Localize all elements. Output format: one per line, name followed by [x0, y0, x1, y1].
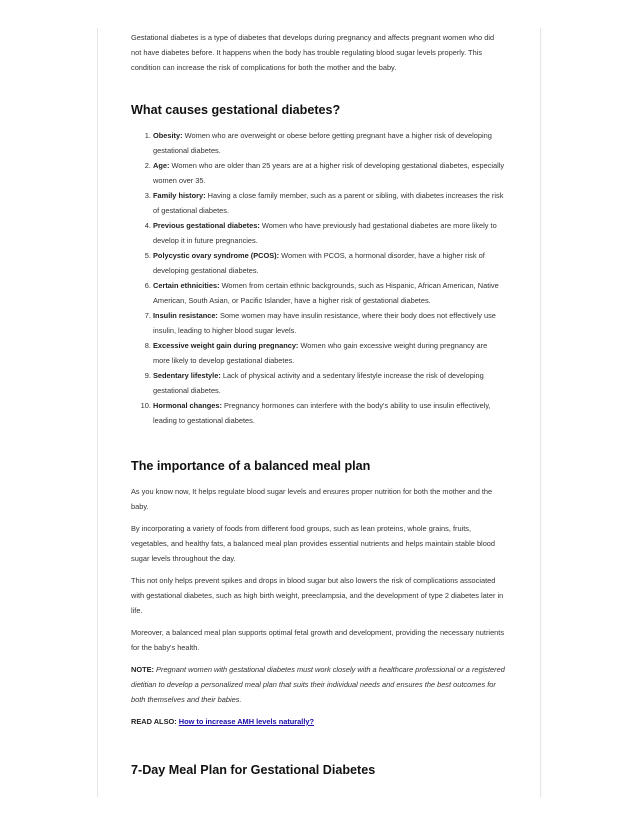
list-item-term: Excessive weight gain during pregnancy:	[153, 341, 299, 350]
meal-plan-paragraph: Moreover, a balanced meal plan supports optimal fetal growth and development, providing the necessary nutrients for the baby's health.	[131, 628, 505, 652]
page-edge-right	[540, 28, 541, 797]
meal-plan-paragraph: This not only helps prevent spikes and drops in blood sugar but also lowers the risk of complications associated with gestational diabetes, such as high birth weight, preeclampsia, and the development of type 2 diabetes later in life.	[131, 576, 504, 615]
list-item	[153, 278, 506, 308]
page-edge-left	[97, 28, 98, 797]
list-item-text: Women who have previously had gestational diabetes are more likely to develop it in future pregnancies.	[153, 221, 497, 245]
meal-plan-paragraph: By incorporating a variety of foods from different food groups, such as lean proteins, whole grains, fruits, vegetables, and healthy fats, a balanced meal plan provides essential nutrients and helps maintain stable blood sugar levels throughout the day.	[131, 524, 496, 563]
read-also-label: READ ALSO:	[131, 717, 179, 726]
list-item	[153, 368, 506, 398]
note-label: NOTE:	[131, 665, 154, 674]
list-item	[153, 308, 506, 338]
list-item-term: Certain ethnicities:	[153, 281, 220, 290]
intro-paragraph: Gestational diabetes is a type of diabetes that develops during pregnancy and affects pregnant women who did not have diabetes before. It happens when the body has trouble regulating blood sugar levels properly. This condition can increase the risk of complications for both the mother and the baby.	[131, 33, 495, 72]
list-item	[153, 248, 506, 278]
list-item-text: Women with PCOS, a hormonal disorder, have a higher risk of developing gestational diabetes.	[153, 251, 485, 275]
read-also-link[interactable]: How to increase AMH levels naturally?	[178, 717, 315, 726]
list-item-text: Women who are older than 25 years are at a higher risk of developing gestational diabetes, especially women over 35.	[153, 161, 505, 185]
list-item-term: Sedentary lifestyle:	[153, 371, 221, 380]
causes-list	[131, 128, 506, 428]
list-item	[153, 128, 506, 158]
list-item	[153, 338, 506, 368]
list-item	[153, 398, 506, 428]
list-item-text: Women who are overweight or obese before getting pregnant have a higher risk of developing gestational diabetes.	[153, 131, 492, 155]
list-item-term: Family history:	[153, 191, 206, 200]
list-item	[153, 188, 506, 218]
note-paragraph	[131, 662, 506, 707]
list-item-term: Polycystic ovary syndrome (PCOS):	[153, 251, 280, 260]
meal-plan-paragraph: As you know now, It helps regulate blood sugar levels and ensures proper nutrition for both the mother and the baby.	[131, 487, 493, 511]
list-item-term: Age:	[153, 161, 170, 170]
article-content	[131, 30, 506, 778]
list-item	[153, 218, 506, 248]
read-also	[131, 714, 506, 729]
list-item-text: Lack of physical activity and a sedentary lifestyle increase the risk of developing gestational diabetes.	[153, 371, 484, 395]
list-item-term: Obesity:	[153, 131, 183, 140]
list-item-term: Previous gestational diabetes:	[153, 221, 260, 230]
list-item-text: Women who gain excessive weight during pregnancy are more likely to develop gestational diabetes.	[153, 341, 488, 365]
seven-day-heading: 7-Day Meal Plan for Gestational Diabetes	[131, 763, 376, 777]
list-item-text: Pregnancy hormones can interfere with the body's ability to use insulin effectively, leading to gestational diabetes.	[153, 401, 491, 425]
list-item	[153, 158, 506, 188]
list-item-text: Having a close family member, such as a parent or sibling, with diabetes increases the risk of gestational diabetes.	[153, 191, 504, 215]
list-item-text: Women from certain ethnic backgrounds, such as Hispanic, African American, Native American, South Asian, or Pacific Islander, have a higher risk of gestational diabetes.	[153, 281, 499, 305]
list-item-term: Hormonal changes:	[153, 401, 222, 410]
causes-heading: What causes gestational diabetes?	[131, 103, 341, 117]
note-text: Pregnant women with gestational diabetes must work closely with a healthcare professional or a registered dietitian to develop a personalized meal plan that suits their individual needs and ensures the best outcomes for both themselves and their babies.	[131, 665, 505, 704]
meal-plan-heading: The importance of a balanced meal plan	[131, 459, 371, 473]
list-item-text: Some women may have insulin resistance, where their body does not effectively use insulin, leading to higher blood sugar levels.	[153, 311, 496, 335]
list-item-term: Insulin resistance:	[153, 311, 218, 320]
